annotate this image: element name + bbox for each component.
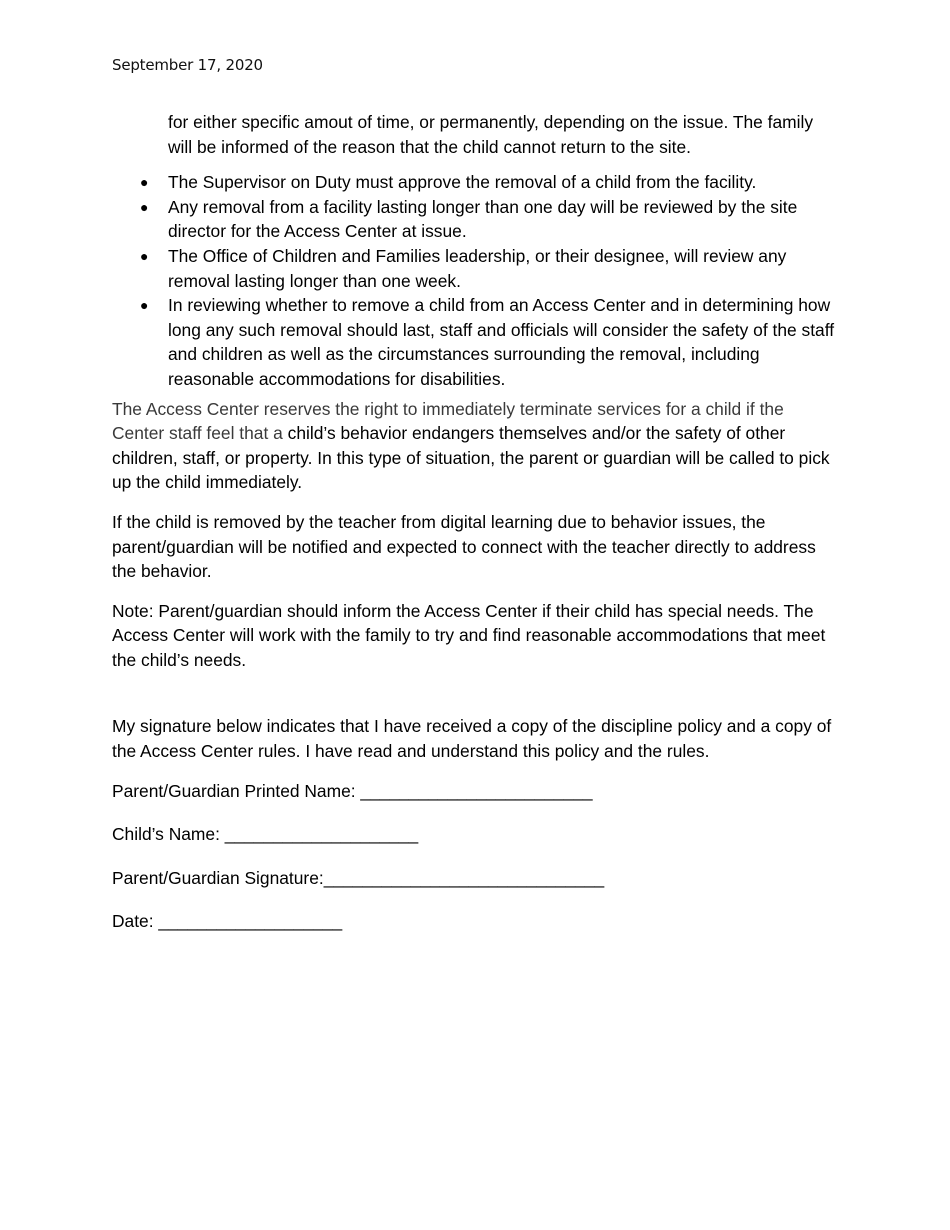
removal-rules-list xyxy=(112,170,837,391)
list-item-text: The Supervisor on Duty must approve the removal of a child from the facility. xyxy=(168,172,757,193)
termination-text-part1: The Access Center reserves the right to immediately terminate services for a child if the Center staff feel that a xyxy=(112,398,784,444)
printed-name-field: Parent/Guardian Printed Name: ________________________ xyxy=(112,780,593,801)
digital-learning-paragraph: If the child is removed by the teacher from digital learning due to behavior issues, the parent/guardian will be notified and expected to connect with the teacher directly to address the behavior. xyxy=(112,511,816,582)
list-item xyxy=(112,170,837,195)
termination-paragraph xyxy=(112,397,837,495)
list-item-text: In reviewing whether to remove a child from an Access Center and in determining how long any such removal should last, staff and officials will consider the safety of the staff and children as well as the circumstances surrounding the removal, including reasonable accommodations for disabilities. xyxy=(168,295,835,389)
special-needs-note: Note: Parent/guardian should inform the Access Center if their child has special needs. The Access Center will work with the family to try and find reasonable accommodations that meet the child’s needs. xyxy=(112,600,826,670)
list-item-text: Any removal from a facility lasting longer than one day will be reviewed by the site director for the Access Center at issue. xyxy=(168,196,798,242)
bullet-icon: ● xyxy=(140,198,149,215)
bullet-icon: ● xyxy=(140,247,149,264)
termination-text-part2: child’s behavior endangers themselves and/or the safety of other children, staff, or property. In this type of situation, the parent or guardian will be called to pick up the child immediately. xyxy=(112,423,830,493)
date-field: Date: ___________________ xyxy=(112,911,343,932)
list-item-text: The Office of Children and Families leadership, or their designee, will review any removal lasting longer than one week. xyxy=(168,245,787,291)
policy-content xyxy=(112,110,837,953)
list-item xyxy=(112,195,837,244)
list-item xyxy=(112,293,837,391)
signature-field: Parent/Guardian Signature:_____________________________ xyxy=(112,867,605,888)
child-name-field: Child’s Name: ____________________ xyxy=(112,824,419,845)
continuation-paragraph: for either specific amout of time, or permanently, depending on the issue. The family will be informed of the reason that the child cannot return to the site. xyxy=(168,112,814,157)
section-spacer xyxy=(112,687,837,714)
acknowledgement-paragraph: My signature below indicates that I have received a copy of the discipline policy and a copy of the Access Center rules. I have read and understand this policy and the rules. xyxy=(112,716,832,762)
bullet-icon: ● xyxy=(140,174,149,191)
header-date: September 17, 2020 xyxy=(112,56,263,74)
bullet-icon: ● xyxy=(140,297,149,314)
list-item xyxy=(112,244,837,293)
